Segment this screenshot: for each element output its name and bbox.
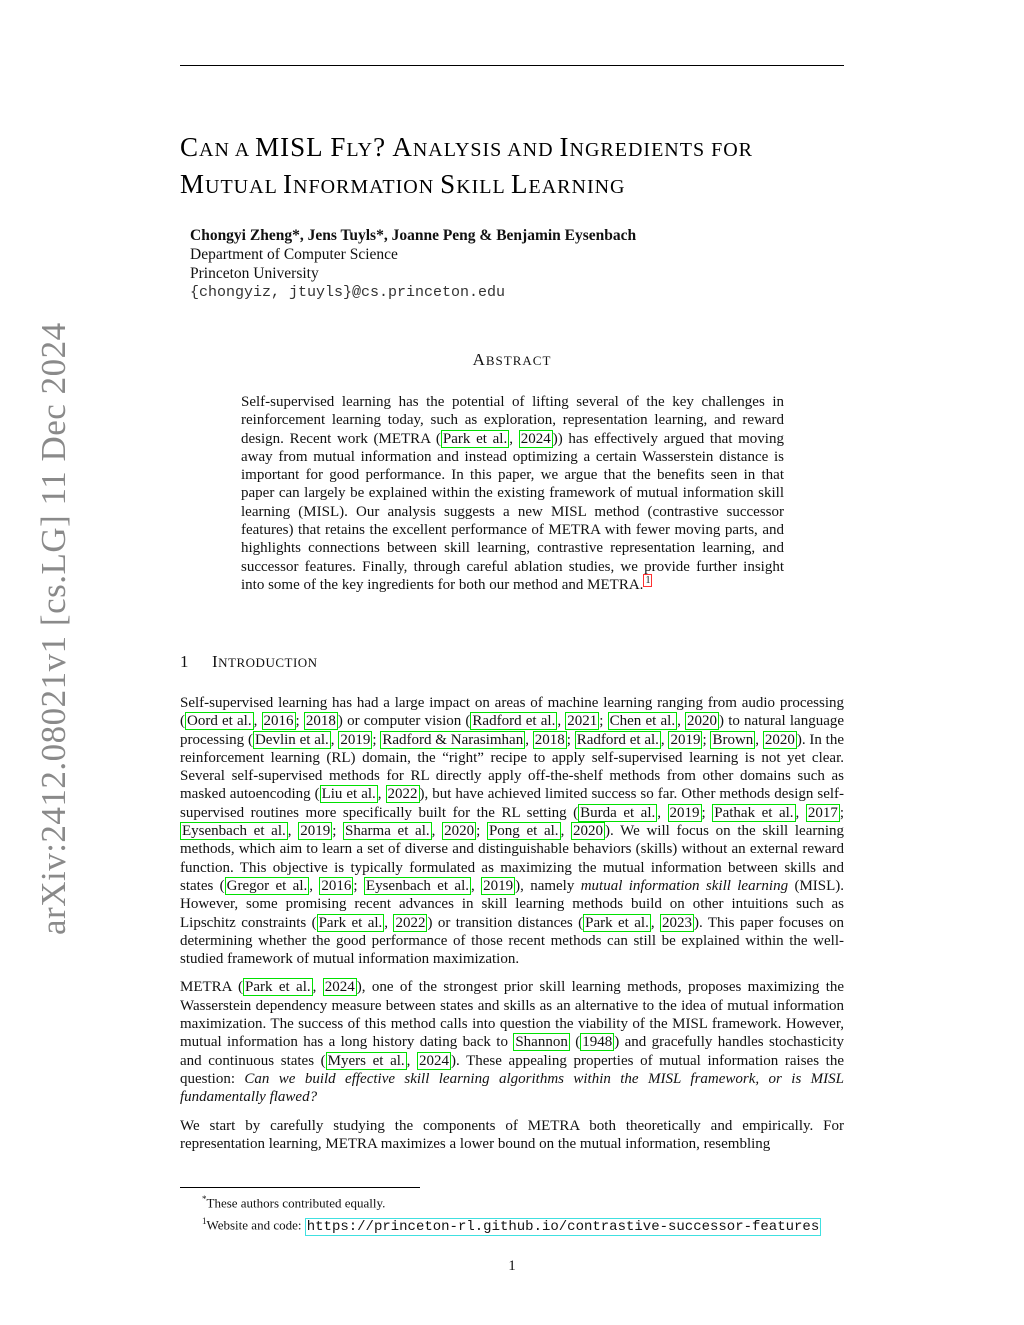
abstract-heading-rest: BSTRACT xyxy=(485,353,552,368)
citation-link[interactable]: 2017 xyxy=(807,804,838,821)
citation-link[interactable]: 2016 xyxy=(321,877,352,894)
abstract-heading-cap: A xyxy=(472,350,486,369)
citation-link[interactable]: Sharma et al. xyxy=(345,823,430,840)
citation-link[interactable]: 2018 xyxy=(534,731,565,748)
title-smallcaps: UTUAL xyxy=(205,176,284,198)
section-heading-introduction xyxy=(180,652,318,672)
header-rule xyxy=(180,65,844,66)
abstract-heading xyxy=(0,350,1024,370)
author-names: Chongyi Zheng*, Jens Tuyls*, Joanne Peng & Benjamin Eysenbach xyxy=(190,227,637,244)
emphasis: mutual information skill learning xyxy=(580,877,789,894)
citation-link[interactable]: 2019 xyxy=(670,731,701,748)
citation-link[interactable]: Gregor et al. xyxy=(226,877,308,894)
page-number: 1 xyxy=(508,1258,516,1274)
title-cap: C xyxy=(180,132,200,162)
paragraph: We start by carefully studying the components of METRA both theoretically and empirically. For representation learning, METRA maximizes a lower bound on the mutual information, resembling xyxy=(180,1117,844,1152)
paragraph: METRA ( Park et al. , 2024 ), one of the strongest prior skill learning methods, proposes maximizing the Wasserstein dependency measure between states and skills as an alternative to the idea of mutual information maximization. The success of this method calls into question the viability of the MISL framework. However, mutual information has a long history dating back to Shannon ( 1948 ) and gracefully handles stochasticity and continuous states ( Myers et al. , 2024 ). These appealing properties of mutual information raises the question: Can we build effective skill learning algorithms within the MISL framework, or is MISL fundamentally flawed? xyxy=(180,979,845,1106)
arxiv-identifier: arXiv:2412.08021v1 [cs.LG] 11 Dec 2024 xyxy=(34,322,73,935)
title-cap: MISL F xyxy=(255,132,347,162)
citation-link[interactable]: Eysenbach et al. xyxy=(182,823,286,840)
citation-link[interactable]: 2022 xyxy=(387,786,418,803)
title-cap: M xyxy=(180,169,206,199)
footnote-ref-link[interactable]: 1 xyxy=(645,574,651,586)
citation-link[interactable]: 2024 xyxy=(324,979,355,996)
citation-link[interactable]: Burda et al. xyxy=(580,804,656,821)
title-smallcaps: NGREDIENTS FOR xyxy=(569,139,753,161)
title-line-1 xyxy=(180,130,860,167)
citation-link[interactable]: Brown xyxy=(712,731,754,748)
title-cap: I xyxy=(559,132,570,162)
section-number: 1 xyxy=(180,652,189,671)
citation-link[interactable]: Park et al. xyxy=(585,914,649,931)
citation-link[interactable]: Shannon xyxy=(515,1034,568,1051)
citation-link[interactable]: 2019 xyxy=(669,804,700,821)
footnote-mark: 1 xyxy=(202,1216,207,1227)
footnote-website xyxy=(202,1212,902,1235)
citation-link[interactable]: Pathak et al. xyxy=(714,804,794,821)
title-smallcaps: LY xyxy=(346,139,374,161)
paper-title xyxy=(180,130,860,204)
citation-link[interactable]: Park et al. xyxy=(318,914,383,931)
citation-link[interactable]: 2020 xyxy=(764,731,795,748)
title-cap: S xyxy=(440,169,457,199)
title-smallcaps: EARNING xyxy=(528,176,626,198)
title-line-2 xyxy=(180,167,860,204)
citation-link[interactable]: 2024 xyxy=(419,1052,450,1069)
university: Princeton University xyxy=(190,265,319,282)
citation-link[interactable]: 2020 xyxy=(573,823,603,840)
citation-link[interactable]: 2022 xyxy=(395,914,426,931)
title-smallcaps: AN A xyxy=(199,139,256,161)
citation-link[interactable]: 2024 xyxy=(520,430,551,447)
citation-link[interactable]: 2021 xyxy=(567,713,598,730)
footnote-text: These authors contributed equally. xyxy=(206,1195,386,1211)
citation-link[interactable]: Eysenbach et al. xyxy=(365,877,469,894)
footnote-mark: * xyxy=(202,1194,207,1204)
abstract-text: Self-supervised learning has the potential of lifting several of the key challenges in reinforcement learning today, such as exploration, representation learning, and reward design. Recent work (METRA ( Park et al. , 2024 )) has effectively argued that moving away from mutual information and instead optimizing a certain Wasserstein distance is important for good performance. In this paper, we argue that the benefits seen in that paper can largely be explained within the existing framework of mutual information skill learning (MISL). Our analysis suggests a new MISL method (contrastive successor features) that retains the excellent performance of METRA with fewer moving parts, and highlights connections between skill learning, contrastive representation learning, and successor features. Finally, through careful ablation studies, we provide further insight into some of the key ingredients for both our method and METRA. $^1$ xyxy=(241,394,784,593)
citation-link[interactable]: 2020 xyxy=(444,823,475,840)
citation-link[interactable]: 2019 xyxy=(300,823,331,840)
citation-link[interactable]: Park et al. xyxy=(442,430,508,447)
title-smallcaps: NALYSIS AND xyxy=(412,139,560,161)
citation-link[interactable]: Pong et al. xyxy=(488,823,559,840)
paragraph: Self-supervised learning has had a large impact on areas of machine learning ranging from audio processing ( Oord et al. , 2016 ; 2018 ) or computer vision ( Radford et al. , 2021 ; Chen et al. , 2020 ) to natural language processing ( Devlin et al. , 2019 ; Radford & Narasimhan , 2018 ; Radford et al. , 2019 ; Brown , 2020 ). In the reinforcement learning (RL) domain, the “right” recipe to apply self-supervised learning is not yet clear. Several self-supervised methods for RL directly apply off-the-shelf methods from other domains such as masked autoencoding ( Liu et al. , 2022 ), but have achieved limited success so far. Other methods design self-supervised routines more specifically built for the RL setting ( Burda et al. , 2019 ; Pathak et al. , 2017 ; Eysenbach et al. , 2019 ; Sharma et al. , 2020 ; Pong et al. , 2020 ). We will focus on the skill learning methods, which aim to learn a set of diverse and distinguishable behaviors (skills) without an external reward function. This objective is typically formulated as maximizing the mutual information between skills and states ( Gregor et al. , 2016 ; Eysenbach et al. , 2019 ), namely mutual information skill learning (MISL). However, some promising recent advances in skill learning methods build on other intuitions such as Lipschitz constraints ( Park et al. , 2022 ) or transition distances ( Park et al. , 2023 ). This paper focuses on determining whether the good performance of those recent methods can still be explained within the well-studied framework of mutual information maximization. xyxy=(180,695,845,968)
citation-link[interactable]: 2019 xyxy=(340,731,371,748)
title-cap: ? A xyxy=(373,132,413,162)
citation-link[interactable]: Liu et al. xyxy=(321,786,376,803)
website-link[interactable]: https://princeton-rl.github.io/contrastive-successor-features xyxy=(306,1218,820,1235)
citation-link[interactable]: Park et al. xyxy=(245,979,311,996)
citation-link[interactable]: Radford et al. xyxy=(472,713,556,730)
citation-link[interactable]: Radford & Narasimhan xyxy=(382,731,524,748)
title-cap: L xyxy=(511,169,529,199)
footnote-equal-contribution xyxy=(202,1190,902,1212)
emphasis: Can we build effective skill learning algorithms within the MISL framework, or is MISL fundamentally flawed? xyxy=(180,1070,844,1106)
title-cap: I xyxy=(283,169,294,199)
introduction-body xyxy=(180,694,844,1163)
citation-link[interactable]: Chen et al. xyxy=(609,713,676,730)
footnotes xyxy=(202,1190,902,1236)
citation-link[interactable]: 2019 xyxy=(483,877,514,894)
title-smallcaps: KILL xyxy=(456,176,511,198)
section-title-rest: NTRODUCTION xyxy=(218,655,318,670)
department: Department of Computer Science xyxy=(190,246,398,263)
citation-link[interactable]: 2020 xyxy=(687,713,718,730)
citation-link[interactable]: Myers et al. xyxy=(327,1052,405,1069)
citation-link[interactable]: Radford et al. xyxy=(576,731,659,748)
footnote-text: Website and code: xyxy=(206,1217,305,1233)
author-email: {chongyiz, jtuyls}@cs.princeton.edu xyxy=(190,284,506,301)
citation-link[interactable]: 1948 xyxy=(582,1034,613,1051)
section-title-cap: I xyxy=(212,652,219,671)
citation-link[interactable]: 2018 xyxy=(305,713,336,730)
citation-link[interactable]: Oord et al. xyxy=(187,713,252,730)
citation-link[interactable]: Devlin et al. xyxy=(254,731,329,748)
citation-link[interactable]: 2016 xyxy=(263,713,294,730)
citation-link[interactable]: 2023 xyxy=(661,914,692,931)
title-smallcaps: NFORMATION xyxy=(293,176,441,198)
author-block xyxy=(190,226,636,302)
footnote-rule xyxy=(180,1187,420,1188)
